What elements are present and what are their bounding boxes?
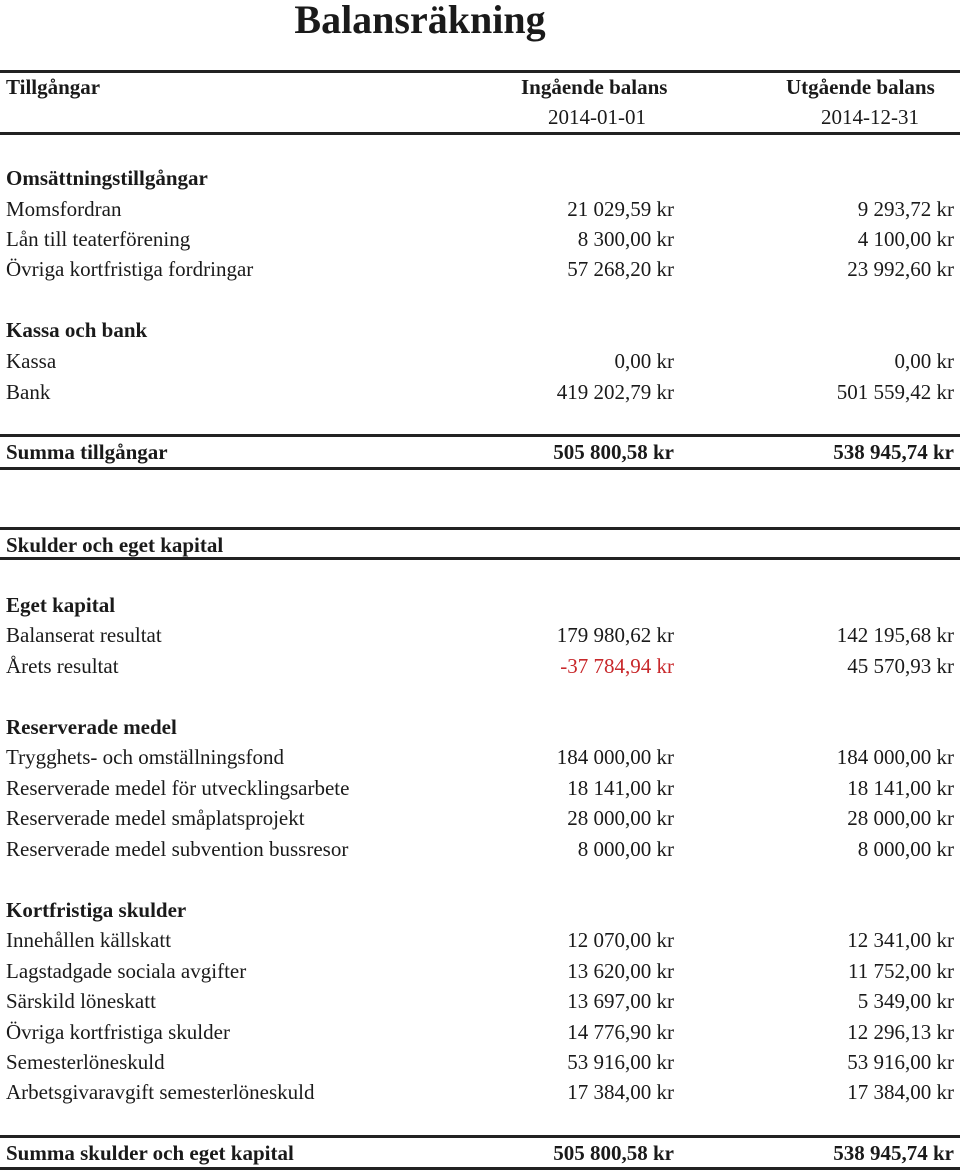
opening-value: 18 141,00 kr xyxy=(567,776,674,800)
closing-value: 18 141,00 kr xyxy=(847,776,954,800)
opening-value: 13 620,00 kr xyxy=(567,959,674,983)
closing-value: 4 100,00 kr xyxy=(857,227,954,251)
table-row xyxy=(0,194,960,224)
closing-value: 5 349,00 kr xyxy=(857,989,954,1013)
closing-value: 53 916,00 kr xyxy=(847,1050,954,1074)
assets-header-label: Tillgångar xyxy=(6,75,101,99)
assets-total-row xyxy=(0,437,960,467)
table-row xyxy=(0,803,960,833)
closing-value: 17 384,00 kr xyxy=(847,1080,954,1104)
row-label: Summa skulder och eget kapital xyxy=(6,1141,294,1165)
row-label: Lagstadgade sociala avgifter xyxy=(6,959,247,983)
row-label: Momsfordran xyxy=(6,197,122,221)
row-label: Semesterlöneskuld xyxy=(6,1050,165,1074)
row-label: Övriga kortfristiga fordringar xyxy=(6,257,254,281)
liabilities-total-row xyxy=(0,1138,960,1168)
equity-heading xyxy=(0,590,960,620)
table-row xyxy=(0,773,960,803)
opening-value: 53 916,00 kr xyxy=(567,1050,674,1074)
opening-value: 419 202,79 kr xyxy=(556,380,674,404)
opening-balance-header: Ingående balans xyxy=(521,75,668,99)
opening-date: 2014-01-01 xyxy=(548,105,646,129)
row-label: Kassa xyxy=(6,349,57,373)
opening-value: 8 000,00 kr xyxy=(577,837,674,861)
table-row xyxy=(0,377,960,407)
table-row xyxy=(0,254,960,284)
reserved-heading xyxy=(0,712,960,742)
table-row xyxy=(0,986,960,1016)
closing-value: 45 570,93 kr xyxy=(847,654,954,678)
section-heading: Eget kapital xyxy=(6,593,116,617)
closing-value: 142 195,68 kr xyxy=(836,623,954,647)
table-row xyxy=(0,834,960,864)
row-label: Bank xyxy=(6,380,51,404)
table-row xyxy=(0,956,960,986)
table-row xyxy=(0,346,960,376)
current-assets-heading xyxy=(0,163,960,193)
closing-value: 501 559,42 kr xyxy=(836,380,954,404)
table-row xyxy=(0,224,960,254)
liabilities-total-bottom-rule xyxy=(0,1167,960,1170)
closing-value: 12 341,00 kr xyxy=(847,928,954,952)
row-label: Trygghets- och omställningsfond xyxy=(6,745,285,769)
section-heading: Kortfristiga skulder xyxy=(6,898,187,922)
section-heading: Reserverade medel xyxy=(6,715,177,739)
short-term-heading xyxy=(0,895,960,925)
section-heading: Omsättningstillgångar xyxy=(6,166,208,190)
opening-value-negative: -37 784,94 kr xyxy=(560,654,674,678)
opening-value: 14 776,90 kr xyxy=(567,1020,674,1044)
row-label: Reserverade medel småplatsprojekt xyxy=(6,806,305,830)
closing-value: 8 000,00 kr xyxy=(857,837,954,861)
row-label: Lån till teaterförening xyxy=(6,227,191,251)
row-label: Reserverade medel subvention bussresor xyxy=(6,837,349,861)
row-label: Årets resultat xyxy=(6,654,119,678)
row-label: Reserverade medel för utvecklingsarbete xyxy=(6,776,350,800)
header-bottom-rule xyxy=(0,132,960,135)
row-label: Särskild löneskatt xyxy=(6,989,156,1013)
liabilities-heading-row xyxy=(0,530,960,560)
row-label: Summa tillgångar xyxy=(6,440,168,464)
opening-value: 505 800,58 kr xyxy=(553,1141,674,1165)
table-row xyxy=(0,1047,960,1077)
page-title: Balansräkning xyxy=(294,0,546,42)
assets-total-bottom-rule xyxy=(0,467,960,470)
opening-value: 13 697,00 kr xyxy=(567,989,674,1013)
opening-value: 57 268,20 kr xyxy=(567,257,674,281)
table-row xyxy=(0,620,960,650)
closing-value: 28 000,00 kr xyxy=(847,806,954,830)
closing-date: 2014-12-31 xyxy=(821,105,919,129)
closing-value: 184 000,00 kr xyxy=(836,745,954,769)
closing-value: 538 945,74 kr xyxy=(833,1141,954,1165)
opening-value: 505 800,58 kr xyxy=(553,440,674,464)
table-row xyxy=(0,925,960,955)
opening-value: 0,00 kr xyxy=(614,349,674,373)
section-heading: Kassa och bank xyxy=(6,318,148,342)
row-label: Övriga kortfristiga skulder xyxy=(6,1020,230,1044)
table-row xyxy=(0,651,960,681)
liabilities-bottom-rule xyxy=(0,557,960,560)
closing-value: 23 992,60 kr xyxy=(847,257,954,281)
closing-value: 11 752,00 kr xyxy=(848,959,954,983)
closing-value: 538 945,74 kr xyxy=(833,440,954,464)
closing-value: 9 293,72 kr xyxy=(857,197,954,221)
cash-bank-heading xyxy=(0,315,960,345)
row-label: Arbetsgivaravgift semesterlöneskuld xyxy=(6,1080,315,1104)
section-heading: Skulder och eget kapital xyxy=(6,533,224,557)
table-row xyxy=(0,742,960,772)
row-label: Balanserat resultat xyxy=(6,623,162,647)
row-label: Innehållen källskatt xyxy=(6,928,172,952)
opening-value: 179 980,62 kr xyxy=(556,623,674,647)
opening-value: 12 070,00 kr xyxy=(567,928,674,952)
closing-balance-header: Utgående balans xyxy=(786,75,935,99)
opening-value: 21 029,59 kr xyxy=(567,197,674,221)
table-row xyxy=(0,1017,960,1047)
opening-value: 17 384,00 kr xyxy=(567,1080,674,1104)
closing-value: 12 296,13 kr xyxy=(847,1020,954,1044)
opening-value: 184 000,00 kr xyxy=(556,745,674,769)
table-row xyxy=(0,1077,960,1107)
opening-value: 28 000,00 kr xyxy=(567,806,674,830)
opening-value: 8 300,00 kr xyxy=(577,227,674,251)
closing-value: 0,00 kr xyxy=(894,349,954,373)
